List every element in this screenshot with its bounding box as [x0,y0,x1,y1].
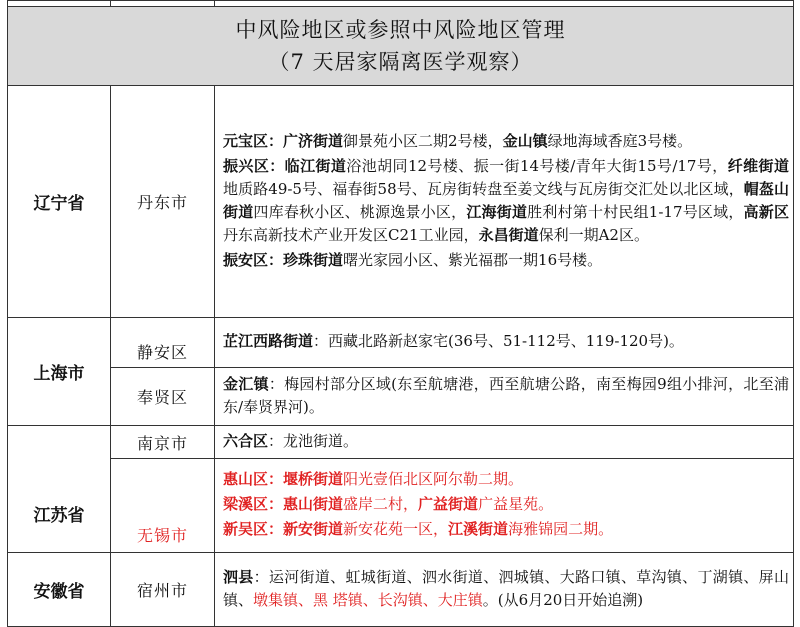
area-text: ：龙池街道。 [268,431,359,450]
area-paragraph [223,430,789,453]
area-name-bold: 振兴区： [223,156,285,175]
area-name-bold: 广济街道 [283,131,344,150]
area-name-bold: 广益街道 [418,495,479,513]
area-paragraph [223,493,789,516]
detail-cell [215,86,794,318]
header-subtitle: （7 天居家隔离医学观察） [268,50,533,74]
table-row [8,553,794,627]
header-row [8,7,794,86]
city-cell: 静安区 [111,318,215,368]
area-name-bold: 江溪街道 [448,520,509,538]
area-text: 广益星苑。 [478,495,554,513]
area-name-bold: 惠山区： [223,470,284,488]
area-name-bold: 临江街道 [284,156,347,175]
area-text: 海雅锦园二期。 [508,520,614,538]
area-text: 丹东高新技术产业开发区C21工业园， [223,225,479,244]
table-row [8,459,794,553]
area-name-bold: 新吴区： [223,520,284,538]
area-name-bold: 梁溪区： [223,495,284,513]
city-cell: 宿州市 [111,553,215,627]
area-text: 盛岸二村， [343,495,419,513]
area-name-bold: 帽盔山街道 [223,179,789,221]
area-text: 地质路49-5号、福春街58号、瓦房街转盘至姜文线与瓦房街交汇处以北区域， [223,179,744,198]
area-text: 墩集镇、黑 塔镇、长沟镇、大庄镇 [253,590,483,609]
area-paragraph [223,566,789,612]
area-paragraph [223,130,789,153]
table-header [8,7,794,86]
area-text: 新安花苑一区， [343,520,449,538]
area-name-bold: 新安街道 [283,520,344,538]
table-row [8,318,794,368]
area-paragraph [223,468,789,491]
table-row [8,426,794,459]
area-text: 御景苑小区二期2号楼， [343,131,503,150]
area-text: 四库春秋小区、桃源逸景小区， [253,202,467,221]
city-cell: 奉贤区 [111,368,215,426]
detail-cell [215,426,794,459]
area-name-bold: 芷江西路街道 [223,332,314,350]
area-name-bold: 金山镇 [502,131,548,150]
detail-cell [215,368,794,426]
area-paragraph [223,330,789,353]
detail-cell [215,318,794,368]
area-name-bold: 堰桥街道 [283,470,344,488]
area-name-bold: 六合区 [223,431,269,450]
city-cell: 丹东市 [111,86,215,318]
area-text: ：运河街道、虹城街道、泗水街道、泗城镇、大路口镇、草沟镇、丁湖镇、屏山镇、 [223,567,789,609]
area-text: 阳光壹佰北区阿尔勒二期。 [343,470,524,488]
area-name-bold: 金汇镇 [223,374,269,393]
area-paragraph [223,518,789,541]
area-text: 浴池胡同12号楼、振一街14号楼/青年大街15号/17号， [346,156,728,175]
area-name-bold: 永昌街道 [478,225,539,244]
province-cell: 上海市 [8,318,111,426]
area-name-bold: 泗县 [223,567,254,586]
table-row [8,86,794,318]
area-paragraph [223,155,789,247]
detail-cell [215,459,794,553]
detail-cell [215,553,794,627]
city-cell: 南京市 [111,426,215,459]
table-row [8,368,794,426]
area-name-bold: 惠山街道 [283,495,344,513]
area-text: ：梅园村部分区域(东至航塘港，西至航塘公路，南至梅园9组小排河，北至浦东/奉贤界河)。 [223,374,789,416]
province-cell: 辽宁省 [8,86,111,318]
area-name-bold: 元宝区： [223,131,284,150]
area-name-bold: 高新区 [743,202,789,221]
area-paragraph [223,249,789,272]
city-cell: 无锡市 [111,459,215,553]
area-paragraph [223,373,789,419]
area-text: 。(从6月20日开始追溯) [482,590,644,609]
area-text: 绿地海域香庭3号楼。 [547,131,693,150]
header-title: 中风险地区或参照中风险地区管理 [235,18,566,42]
area-text: 曙光家园小区、紫光福郡一期16号楼。 [343,250,603,269]
area-text: ：西藏北路新赵家宅(36号、51-112号、119-120号)。 [313,332,684,350]
area-name-bold: 珍珠街道 [283,250,344,269]
area-name-bold: 振安区： [223,250,284,269]
area-name-bold: 江海街道 [466,202,528,221]
risk-area-table [7,0,794,627]
province-cell: 江苏省 [8,426,111,553]
province-cell: 安徽省 [8,553,111,627]
area-name-bold: 纤维街道 [727,156,789,175]
area-text: 保利一期A2区。 [538,225,649,244]
area-text: 胜利村第十村民组1-17号区域， [527,202,744,221]
